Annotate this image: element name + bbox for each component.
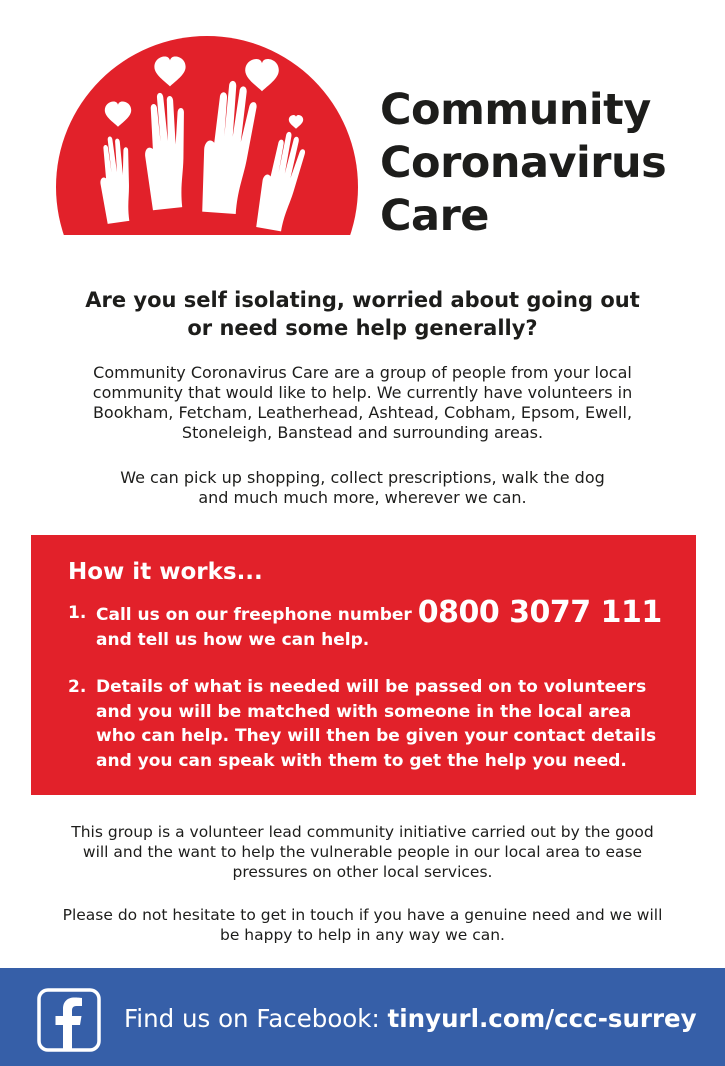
- step-2-line: who can help. They will then be given your contact details: [96, 726, 657, 746]
- hands-and-hearts-icon: [56, 36, 358, 236]
- intro-line: Community Coronavirus Care are a group of people from your local: [93, 363, 632, 382]
- services-line: We can pick up shopping, collect prescriptions, walk the dog: [120, 468, 605, 487]
- step-number: 2.: [68, 677, 87, 697]
- closing-line: Please do not hesitate to get in touch if you have a genuine need and we will: [62, 906, 663, 924]
- step-2-line: and you will be matched with someone in the local area: [96, 701, 632, 722]
- facebook-footer[interactable]: [0, 968, 725, 1066]
- headline-line: or need some help generally?: [187, 316, 538, 340]
- facebook-url[interactable]: tinyurl.com/ccc-surrey: [387, 1004, 697, 1033]
- freephone-number[interactable]: 0800 3077 111: [417, 595, 662, 630]
- services-line: and much much more, wherever we can.: [198, 488, 527, 507]
- intro-line: community that would like to help. We currently have volunteers in: [92, 383, 633, 402]
- brand-title-line: Community: [380, 85, 651, 135]
- step-2-line: Details of what is needed will be passed on to volunteers: [96, 677, 647, 697]
- brand-title-line: Coronavirus: [380, 138, 667, 188]
- step-2: [68, 675, 688, 775]
- facebook-label: Find us on Facebook:: [124, 1004, 380, 1033]
- about-line: will and the want to help the vulnerable people in our local area to ease: [82, 843, 643, 861]
- headline-line: Are you self isolating, worried about going out: [85, 288, 640, 312]
- headline: [0, 286, 725, 342]
- about-paragraph: [0, 822, 725, 882]
- about-line: This group is a volunteer lead community initiative carried out by the good: [71, 823, 654, 841]
- step-1-text-line2: and tell us how we can help.: [96, 629, 370, 650]
- how-it-works-title: How it works...: [68, 559, 263, 585]
- step-2-line: and you can speak with them to get the help you need.: [96, 750, 627, 771]
- about-line: pressures on other local services.: [232, 863, 493, 881]
- closing-paragraph: [0, 905, 725, 945]
- step-1: [68, 595, 688, 651]
- brand-title: [380, 84, 666, 243]
- how-it-works-box: [31, 535, 696, 795]
- intro-line: Bookham, Fetcham, Leatherhead, Ashtead, Cobham, Epsom, Ewell,: [92, 403, 633, 422]
- facebook-icon[interactable]: [37, 988, 101, 1052]
- intro-line: Stoneleigh, Banstead and surrounding areas.: [181, 423, 544, 442]
- services-paragraph: [0, 468, 725, 508]
- closing-line: be happy to help in any way we can.: [220, 926, 505, 944]
- step-1-text: Call us on our freephone number: [96, 605, 412, 625]
- brand-title-line: Care: [380, 191, 489, 241]
- intro-paragraph: [0, 363, 725, 443]
- step-number: 1.: [68, 603, 87, 623]
- facebook-link-text[interactable]: [124, 1004, 697, 1033]
